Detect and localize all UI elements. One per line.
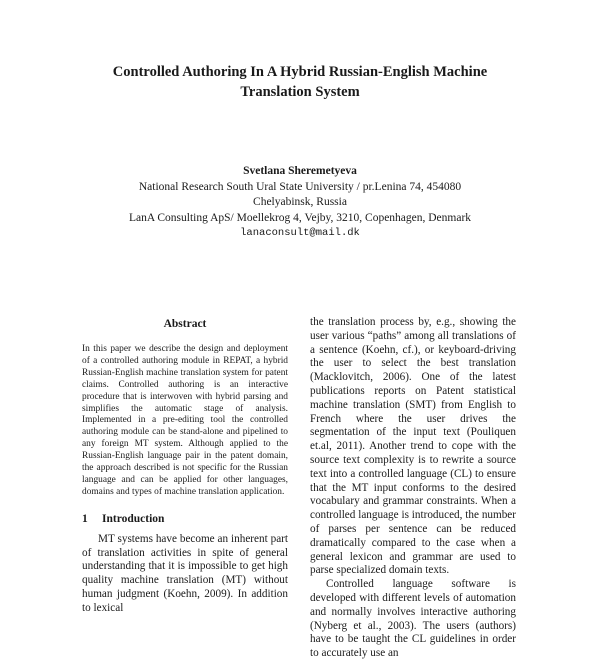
abstract-heading: Abstract	[163, 318, 207, 330]
abstract-text: In this paper we describe the design and deployment of a controlled authoring module in REPAT, a hybrid Russian-English machine translation system for patent claims. Controlled authoring is an interactive procedure that is interwoven with hybrid parsing and simplifies the automatic stage of analysis. Implemented in a pre-editing tool the controlled authoring module can be stand-alone and pipelined to any foreign MT system. Although applied to the Russian-English language pair in the patent domain, the approach described is not specific for the Russian language and can be applied for other languages, domains and types of machine translation application.	[82, 344, 288, 497]
paper-title-line-2: Translation System	[240, 84, 360, 100]
section-heading-introduction	[82, 513, 288, 525]
paper-title-line-1: Controlled Authoring In A Hybrid Russian-English Machine	[112, 64, 488, 80]
introduction-body	[82, 533, 288, 616]
affiliation-line-3: LanA Consulting ApS/ Moellekrog 4, Vejby, 3210, Copenhagen, Denmark	[128, 211, 472, 224]
paper-title	[0, 62, 600, 102]
affiliation-line-2: Chelyabinsk, Russia	[253, 196, 347, 208]
right-column	[310, 316, 516, 661]
introduction-paragraph: MT systems have become an inherent part of translation activities in spite of general understanding that it is impossible to get high quality machine translation (MT) without human judgment (Koehn, 2009). In addition to lexical	[82, 532, 288, 614]
abstract-body	[82, 344, 288, 499]
section-number: 1	[82, 512, 88, 525]
right-column-paragraph-2: Controlled language software is developed with different levels of automation and normally involves interactive authoring (Nyberg et al., 2003). The users (authors) have to be taught the CL guidelines in order to accurately use an	[310, 578, 516, 660]
author-block	[0, 164, 600, 242]
affiliation-line-1: National Research South Ural State University / pr.Lenina 74, 454080	[138, 180, 462, 193]
right-column-paragraph-1: the translation process by, e.g., showing the user various “paths” among all translations of a sentence (Koehn, cf.), or keyboard-driving the user to select the best translation (Macklovitch, 2006). One of the latest publications reports on Patent statistical machine translation (SMT) from English to French where the user drives the segmentation of the input text (Pouliquen et.al, 2011). Another trend to cope with the source text complexity is to rewrite a source text into a controlled language (CL) to ensure that the MT input conforms to the desired vocabulary and grammar constraints. When a controlled language is introduced, the number of parses per sentence can be reduced dramatically compared to the case when a general lexicon and grammar are used to parse specialized domain texts.	[310, 316, 516, 577]
author-name: Svetlana Sheremetyeva	[243, 165, 357, 177]
section-title: Introduction	[102, 512, 165, 525]
author-email: lanaconsult@mail.dk	[240, 227, 360, 239]
left-column	[82, 318, 288, 616]
